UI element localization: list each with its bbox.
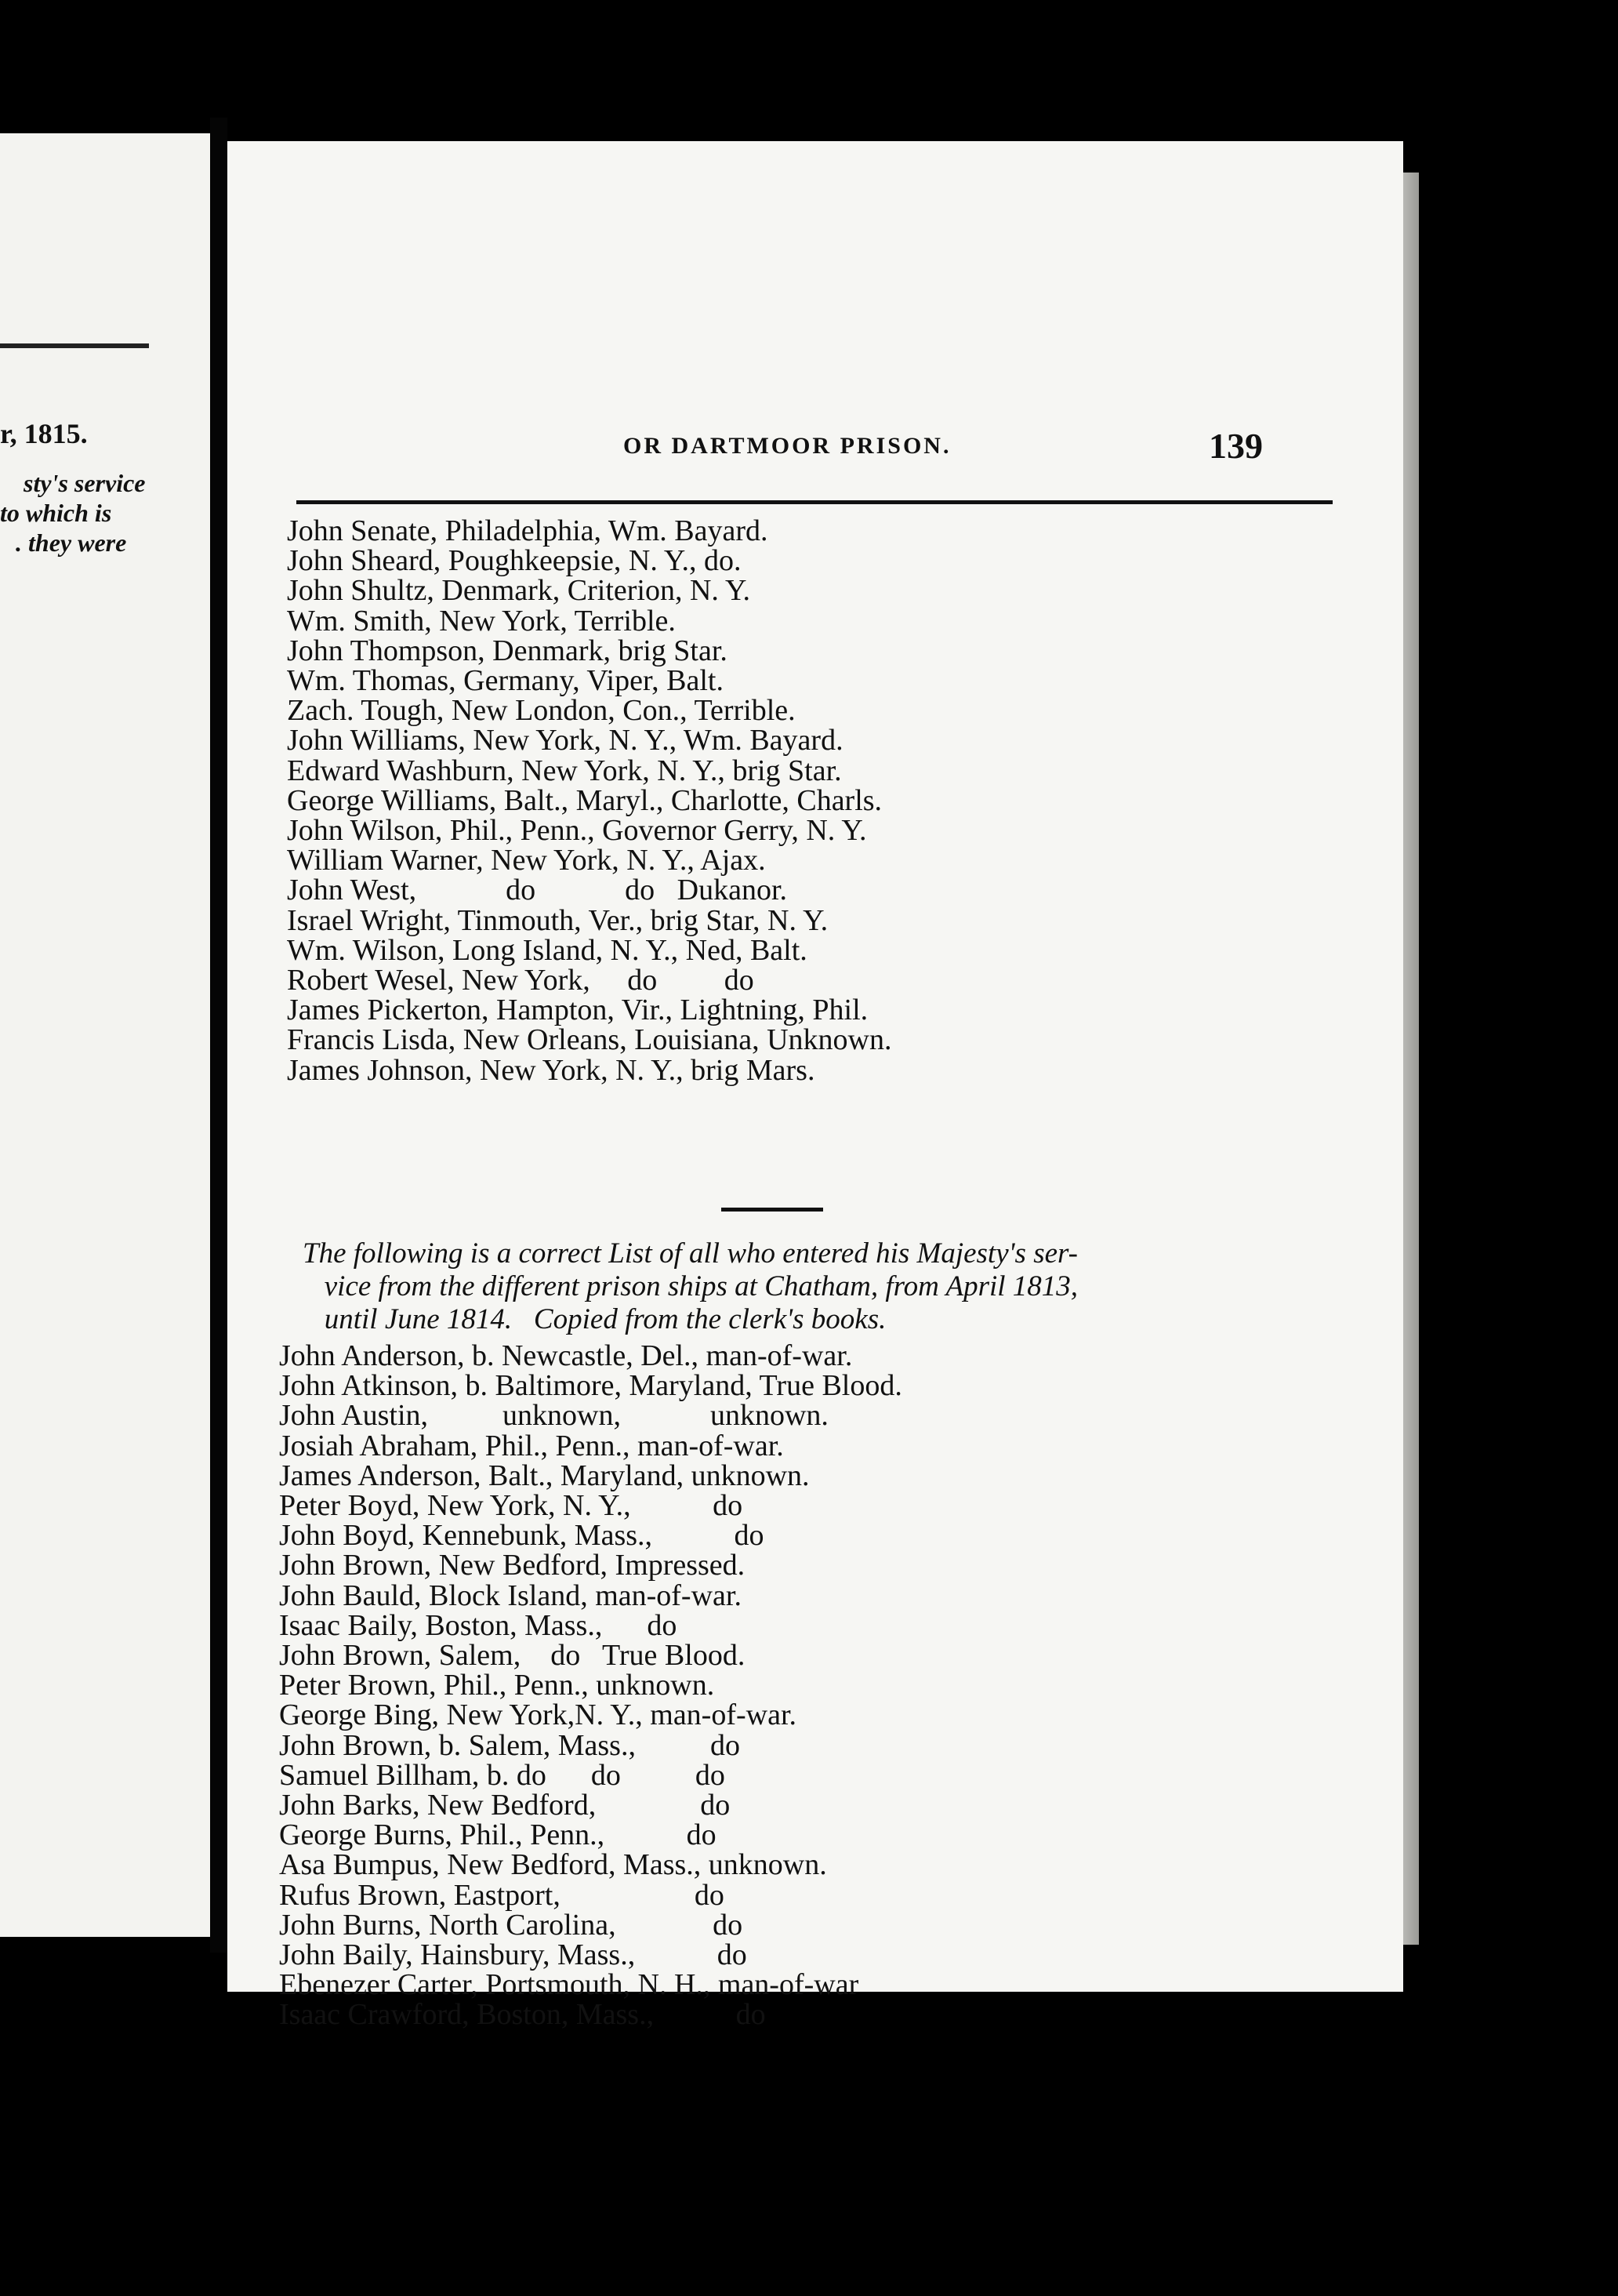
notice-line: The following is a correct List of all who entered his Majesty's ser- (303, 1237, 1078, 1270)
page-header (227, 426, 1403, 469)
list-item: John Brown, Salem, do True Blood. (279, 1639, 746, 1673)
left-page-text-line: sty's service (24, 469, 146, 497)
list-item: Wm. Thomas, Germany, Viper, Balt. (287, 664, 724, 698)
list-item: John Brown, b. Salem, Mass., do (279, 1728, 740, 1762)
list-item: Wm. Wilson, Long Island, N. Y., Ned, Balt. (287, 933, 807, 967)
list-item: John Barks, New Bedford, do (279, 1789, 731, 1822)
list-item: Peter Brown, Phil., Penn., unknown. (279, 1669, 715, 1702)
list-item: John West, do do Dukanor. (287, 874, 788, 907)
list-item: Josiah Abraham, Phil., Penn., man-of-war. (279, 1429, 784, 1462)
running-head: OR DARTMOOR PRISON. (623, 433, 952, 459)
list-item: Edward Washburn, New York, N. Y., brig Star. (287, 754, 842, 787)
list-item: James Anderson, Balt., Maryland, unknown. (279, 1459, 810, 1492)
left-page-fragment (0, 133, 210, 1937)
list-item: Isaac Crawford, Boston, Mass., do (279, 1998, 766, 2032)
list-item: James Pickerton, Hampton, Vir., Lightning, Phil. (287, 994, 869, 1027)
list-item: John Austin, unknown, unknown. (279, 1399, 829, 1433)
left-page-text-line: . they were (16, 529, 127, 557)
list-item: John Wilson, Phil., Penn., Governor Gerry, N. Y. (287, 814, 867, 848)
list-item: John Atkinson, b. Baltimore, Maryland, True Blood. (279, 1369, 902, 1403)
section-divider (721, 1208, 823, 1212)
list-item: George Burns, Phil., Penn., do (279, 1818, 716, 1852)
list-item: John Williams, New York, N. Y., Wm. Bayard. (287, 724, 843, 757)
list-item: George Williams, Balt., Maryl., Charlotte, Charls. (287, 783, 883, 817)
list-item: John Senate, Philadelphia, Wm. Bayard. (287, 514, 768, 547)
notice-line: until June 1814. Copied from the clerk's books. (303, 1303, 887, 1335)
prisoner-list-bottom (279, 1341, 1377, 2030)
list-item: Zach. Tough, New London, Con., Terrible. (287, 694, 796, 728)
list-item: George Bing, New York,N. Y., man-of-war. (279, 1698, 797, 1732)
list-item: James Johnson, New York, N. Y., brig Mars. (287, 1053, 815, 1087)
header-rule (296, 500, 1333, 504)
list-item: Israel Wright, Tinmouth, Ver., brig Star, N. Y. (287, 903, 829, 937)
list-item: John Bauld, Block Island, man-of-war. (279, 1578, 742, 1612)
list-item: John Anderson, b. Newcastle, Del., man-of-war. (279, 1339, 853, 1372)
left-page-rule (0, 343, 149, 348)
list-item: Asa Bumpus, New Bedford, Mass., unknown. (279, 1848, 827, 1882)
list-item: Ebenezer Carter, Portsmouth, N. H., man-of-war (279, 1968, 859, 2002)
list-item: Rufus Brown, Eastport, do (279, 1878, 724, 1912)
right-page (227, 141, 1403, 2032)
list-item: John Thompson, Denmark, brig Star. (287, 634, 727, 667)
list-item: Samuel Billham, b. do do do (279, 1758, 725, 1792)
list-item: Francis Lisda, New Orleans, Louisiana, Unknown. (287, 1023, 892, 1057)
list-item: John Brown, New Bedford, Impressed. (279, 1549, 746, 1582)
list-notice (303, 1237, 1345, 1336)
list-item: Peter Boyd, New York, N. Y., do (279, 1489, 743, 1523)
left-page-date: r, 1815. (0, 418, 88, 449)
list-item: John Sheard, Poughkeepsie, N. Y., do. (287, 544, 742, 578)
list-item: Robert Wesel, New York, do do (287, 964, 754, 997)
notice-line: vice from the different prison ships at Chatham, from April 1813, (303, 1270, 1079, 1302)
list-item: Isaac Baily, Boston, Mass., do (279, 1608, 677, 1642)
page-number: 139 (1209, 426, 1263, 466)
list-item: John Boyd, Kennebunk, Mass., do (279, 1519, 764, 1553)
list-item: John Baily, Hainsbury, Mass., do (279, 1938, 747, 1972)
list-item: John Burns, North Carolina, do (279, 1908, 743, 1942)
prisoner-list-top (287, 516, 1384, 1085)
list-item: Wm. Smith, New York, Terrible. (287, 604, 676, 638)
book-gutter (210, 118, 227, 1953)
left-page-text-line: to which is (0, 499, 112, 527)
list-item: William Warner, New York, N. Y., Ajax. (287, 844, 766, 877)
list-item: John Shultz, Denmark, Criterion, N. Y. (287, 574, 751, 608)
